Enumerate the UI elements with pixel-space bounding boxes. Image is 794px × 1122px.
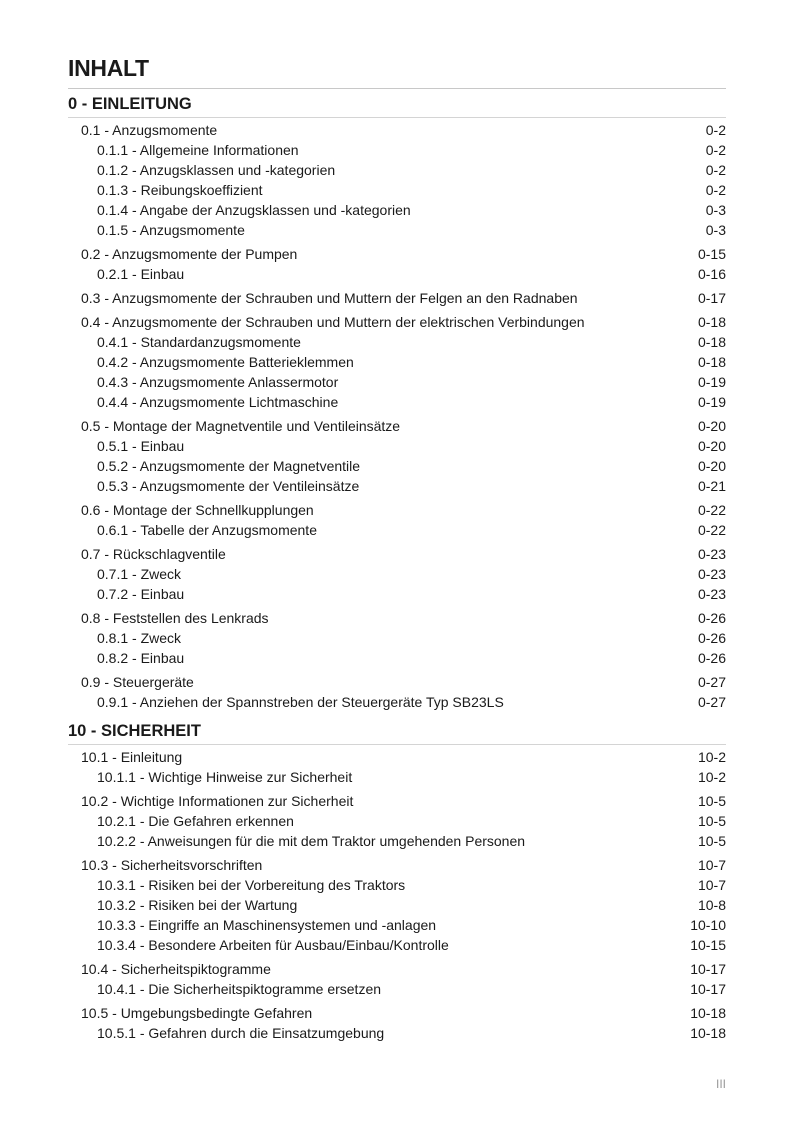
toc-entry-label: 0.5.1 - Einbau — [97, 438, 185, 454]
toc-entry-page: 10-2 — [697, 749, 726, 765]
toc-entry-label: 0.8 - Feststellen des Lenkrads — [81, 610, 269, 626]
toc-entry-page: 0-19 — [697, 374, 726, 390]
toc-entry-page: 10-5 — [697, 813, 726, 829]
toc-entry-page: 10-17 — [690, 981, 726, 997]
toc-entry-page: 0-3 — [705, 202, 726, 218]
toc-entry[interactable] — [0, 791, 794, 811]
toc-entry[interactable] — [0, 332, 794, 352]
toc-entry[interactable] — [0, 915, 794, 935]
toc-entry-label: 10.5.1 - Gefahren durch die Einsatzumgebung — [97, 1025, 385, 1041]
toc-entry-page: 0-27 — [697, 694, 726, 710]
toc-entry-page: 0-16 — [697, 266, 726, 282]
toc-entry-label: 0.1.3 - Reibungskoeffizient — [97, 182, 263, 198]
toc-entry[interactable] — [0, 220, 794, 240]
toc-entry-page: 10-8 — [697, 897, 726, 913]
toc-entry-page: 0-17 — [697, 290, 726, 306]
toc-entry-page: 0-2 — [705, 182, 726, 198]
toc-entry-label: 0.6.1 - Tabelle der Anzugsmomente — [97, 522, 317, 538]
toc-entry[interactable] — [0, 831, 794, 851]
toc-entry[interactable] — [0, 288, 794, 308]
toc-entry-label: 0.7.2 - Einbau — [97, 586, 185, 602]
toc-entry[interactable] — [0, 692, 794, 712]
toc-entry-page: 10-18 — [690, 1005, 726, 1021]
chapter-heading: 0 - EINLEITUNG — [68, 95, 192, 113]
title-divider — [68, 88, 726, 89]
toc-entry-page: 0-22 — [697, 522, 726, 538]
page-title: INHALT — [68, 55, 149, 81]
toc-entry-page: 0-18 — [697, 334, 726, 350]
toc-entry-label: 10.1 - Einleitung — [81, 749, 183, 765]
chapter-divider — [68, 744, 726, 745]
toc-entry-page: 10-7 — [697, 857, 726, 873]
chapter-heading: 10 - SICHERHEIT — [68, 722, 201, 740]
toc-entry-label: 0.5.3 - Anzugsmomente der Ventileinsätze — [97, 478, 360, 494]
toc-entry[interactable] — [0, 244, 794, 264]
toc-entry[interactable] — [0, 180, 794, 200]
toc-entry[interactable] — [0, 312, 794, 332]
toc-entry-page: 0-2 — [705, 162, 726, 178]
toc-entry[interactable] — [0, 544, 794, 564]
toc-entry-page: 10-15 — [690, 937, 726, 953]
toc-entry[interactable] — [0, 747, 794, 767]
toc-entry-page: 10-5 — [697, 833, 726, 849]
toc-entry-label: 10.4 - Sicherheitspiktogramme — [81, 961, 271, 977]
toc-entry-page: 0-26 — [697, 610, 726, 626]
toc-entry[interactable] — [0, 392, 794, 412]
toc-entry-label: 0.1 - Anzugsmomente — [81, 122, 218, 138]
toc-entry-label: 0.6 - Montage der Schnellkupplungen — [81, 502, 314, 518]
toc-entry[interactable] — [0, 436, 794, 456]
toc-entry-page: 0-23 — [697, 546, 726, 562]
toc-entry-label: 10.2 - Wichtige Informationen zur Sicherheit — [81, 793, 354, 809]
toc-entry-label: 10.4.1 - Die Sicherheitspiktogramme ersetzen — [97, 981, 382, 997]
toc-entry[interactable] — [0, 264, 794, 284]
toc-entry-label: 0.4.4 - Anzugsmomente Lichtmaschine — [97, 394, 339, 410]
toc-entry-page: 0-18 — [697, 354, 726, 370]
toc-entry[interactable] — [0, 608, 794, 628]
toc-entry-page: 10-5 — [697, 793, 726, 809]
toc-entry[interactable] — [0, 476, 794, 496]
toc-entry[interactable] — [0, 372, 794, 392]
toc-entry[interactable] — [0, 935, 794, 955]
toc-entry[interactable] — [0, 628, 794, 648]
toc-entry[interactable] — [0, 811, 794, 831]
toc-entry[interactable] — [0, 1023, 794, 1043]
toc-entry-page: 0-27 — [697, 674, 726, 690]
toc-entry[interactable] — [0, 564, 794, 584]
toc-entry[interactable] — [0, 160, 794, 180]
toc-entry-label: 0.8.2 - Einbau — [97, 650, 185, 666]
toc-entry-page: 0-18 — [697, 314, 726, 330]
toc-entry[interactable] — [0, 959, 794, 979]
toc-entry[interactable] — [0, 352, 794, 372]
toc-entry-label: 0.7 - Rückschlagventile — [81, 546, 226, 562]
toc-entry[interactable] — [0, 416, 794, 436]
toc-entry-page: 0-20 — [697, 458, 726, 474]
toc-entry[interactable] — [0, 500, 794, 520]
toc-entry[interactable] — [0, 672, 794, 692]
toc-entry-label: 0.5 - Montage der Magnetventile und Ventileinsätze — [81, 418, 401, 434]
toc-entry[interactable] — [0, 120, 794, 140]
toc-entry-label: 0.4.3 - Anzugsmomente Anlassermotor — [97, 374, 339, 390]
toc-entry[interactable] — [0, 895, 794, 915]
toc-entry[interactable] — [0, 456, 794, 476]
toc-entry-label: 0.4.2 - Anzugsmomente Batterieklemmen — [97, 354, 354, 370]
toc-entry[interactable] — [0, 979, 794, 999]
toc-entry-label: 10.3.2 - Risiken bei der Wartung — [97, 897, 298, 913]
toc-entry[interactable] — [0, 1003, 794, 1023]
toc-entry-label: 0.7.1 - Zweck — [97, 566, 182, 582]
toc-entry-page: 0-21 — [697, 478, 726, 494]
page-number: III — [715, 1077, 726, 1091]
toc-entry-page: 0-2 — [705, 142, 726, 158]
toc-entry-label: 10.2.1 - Die Gefahren erkennen — [97, 813, 294, 829]
toc-entry-page: 0-23 — [697, 586, 726, 602]
toc-entry[interactable] — [0, 200, 794, 220]
toc-entry-page: 0-15 — [697, 246, 726, 262]
toc-entry-label: 0.1.1 - Allgemeine Informationen — [97, 142, 299, 158]
toc-entry-label: 10.3.4 - Besondere Arbeiten für Ausbau/Einbau/Kontrolle — [97, 937, 449, 953]
toc-entry-label: 10.3.1 - Risiken bei der Vorbereitung des Traktors — [97, 877, 406, 893]
toc-entry[interactable] — [0, 767, 794, 787]
toc-entry-label: 0.9 - Steuergeräte — [81, 674, 194, 690]
toc-entry-label: 10.3.3 - Eingriffe an Maschinensystemen und -anlagen — [97, 917, 437, 933]
toc-entry-page: 0-22 — [697, 502, 726, 518]
toc-entry[interactable] — [0, 520, 794, 540]
toc-entry-page: 0-20 — [697, 418, 726, 434]
toc-entry-label: 10.2.2 - Anweisungen für die mit dem Traktor umgehenden Personen — [97, 833, 526, 849]
toc-entry-page: 10-2 — [697, 769, 726, 785]
chapter-divider — [68, 117, 726, 118]
toc-entry-label: 10.1.1 - Wichtige Hinweise zur Sicherheit — [97, 769, 353, 785]
toc-entry[interactable] — [0, 855, 794, 875]
toc-entry-page: 10-7 — [697, 877, 726, 893]
toc-entry-label: 0.5.2 - Anzugsmomente der Magnetventile — [97, 458, 361, 474]
toc-entry-label: 10.3 - Sicherheitsvorschriften — [81, 857, 263, 873]
toc-entry-label: 0.4 - Anzugsmomente der Schrauben und Muttern der elektrischen Verbindungen — [81, 314, 585, 330]
toc-entry-label: 0.1.4 - Angabe der Anzugsklassen und -kategorien — [97, 202, 411, 218]
toc-entry-label: 0.9.1 - Anziehen der Spannstreben der Steuergeräte Typ SB23LS — [97, 694, 504, 710]
toc-entry-page: 10-10 — [690, 917, 726, 933]
toc-entry-page: 0-2 — [705, 122, 726, 138]
toc-entry-label: 0.1.5 - Anzugsmomente — [97, 222, 245, 238]
toc-entry-page: 0-19 — [697, 394, 726, 410]
toc-entry-page: 0-26 — [697, 630, 726, 646]
toc-entry-page: 10-17 — [690, 961, 726, 977]
toc-entry-label: 0.4.1 - Standardanzugsmomente — [97, 334, 301, 350]
toc-entry-page: 0-23 — [697, 566, 726, 582]
toc-entry-page: 0-26 — [697, 650, 726, 666]
toc-entry-label: 0.8.1 - Zweck — [97, 630, 182, 646]
toc-entry-label: 10.5 - Umgebungsbedingte Gefahren — [81, 1005, 313, 1021]
toc-entry-page: 10-18 — [690, 1025, 726, 1041]
toc-entry[interactable] — [0, 648, 794, 668]
toc-entry-page: 0-20 — [697, 438, 726, 454]
toc-entry[interactable] — [0, 584, 794, 604]
toc-entry-page: 0-3 — [705, 222, 726, 238]
toc-entry-label: 0.2.1 - Einbau — [97, 266, 185, 282]
toc-entry-label: 0.2 - Anzugsmomente der Pumpen — [81, 246, 298, 262]
toc-entry[interactable] — [0, 875, 794, 895]
toc-entry-label: 0.1.2 - Anzugsklassen und -kategorien — [97, 162, 336, 178]
toc-entry-label: 0.3 - Anzugsmomente der Schrauben und Muttern der Felgen an den Radnaben — [81, 290, 578, 306]
toc-entry[interactable] — [0, 140, 794, 160]
